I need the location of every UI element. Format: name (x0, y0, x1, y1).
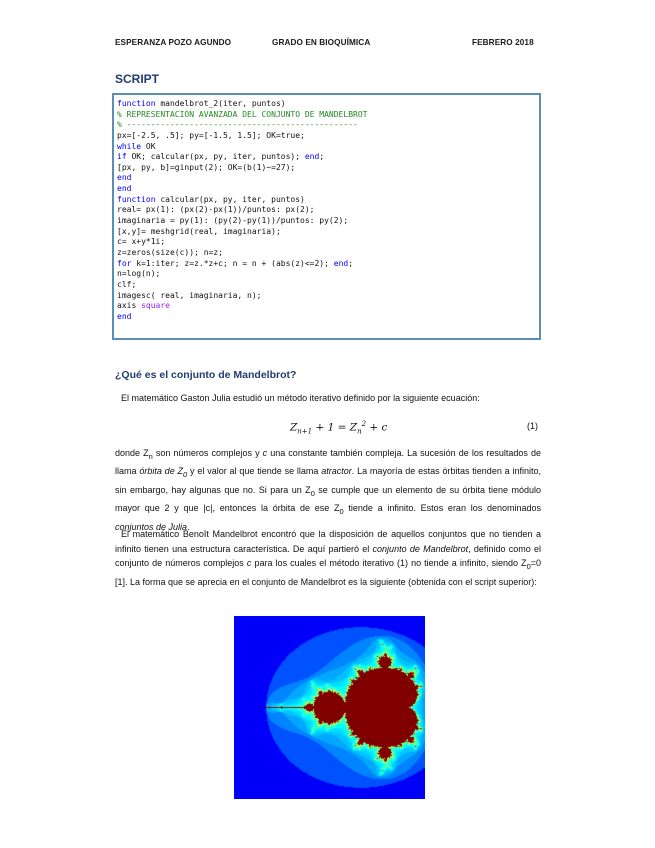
code-line: imagesc( real, imaginaria, n); (117, 290, 262, 300)
paragraph-julia: donde $Z_n$ son números complejos y c una constante también compleja. La sucesión de los resultados de llama órbita de $Z_0$ y el valor al que tiende se llama atractor. La mayoría de estas órbitas tienden a infinito, sin embargo, hay algunas que no. Si para un $Z_0$ se cumple que un elemento de su órbita tiene módulo mayor que 2 y que |c|, entonces la órbita de ese $Z_0$ tiende a infinito. Estos eran los denominados conjuntos de Julia. (115, 448, 542, 532)
header-degree: GRADO EN BIOQUÍMICA (272, 38, 371, 47)
header-date: FEBRERO 2018 (472, 38, 534, 47)
code-line: c= x+y*1i; (117, 237, 166, 247)
code-line: end (117, 311, 132, 321)
equation (0, 420, 655, 438)
code-line: while OK (117, 141, 156, 151)
mandelbrot-set-image (234, 616, 425, 799)
code-line: imaginaria = py(1): (py(2)-py(1))/puntos: py(2); (117, 216, 349, 226)
code-line: clf; (117, 279, 137, 289)
code-line: function mandelbrot_2(iter, puntos) (117, 99, 286, 108)
paragraph-mandelbrot: El matemático Benoît Mandelbrot encontró que la disposición de aquellos conjuntos que no tienden a infinito tienen una estructura característica. De aquí partieró el conjunto de Mandelbrot, definido como el conjunto de números complejos c para los cuales el método iterativo (1) no tiende a infinito, siendo $Z_0=0$ [1]. La forma que se aprecia en el conjunto de Mandelbrot es la siguiente (obtenida con el script superior): (115, 529, 541, 587)
header-author: ESPERANZA POZO AGUNDO (115, 38, 232, 47)
code-line: function calcular(px, py, iter, puntos) (117, 194, 305, 204)
code-line: end (117, 184, 132, 194)
code-line: real= px(1): (px(2)-px(1))/puntos: px(2); (117, 205, 315, 215)
equation-formula: $Z_{n+1} + 1 = Z_n^2 + c$ (290, 420, 388, 436)
code-line: [x,y]= meshgrid(real, imaginaria); (117, 226, 281, 236)
paragraph-intro: El matemático Gaston Julia estudió un método iterativo definido por la siguiente ecuación: (121, 393, 480, 403)
code-block (112, 93, 541, 340)
code-line: px=[-2.5, .5]; py=[-1.5, 1.5]; OK=true; (117, 130, 305, 140)
code-line: % ------------------------------------------------ (117, 120, 358, 130)
code-line: z=zeros(size(c)); n=z; (117, 247, 223, 257)
code-line: % REPRESENTACIÓN AVANZADA DEL CONJUNTO DE MANDELBROT (117, 109, 368, 119)
code-line: axis square (117, 301, 170, 311)
script-section-title: SCRIPT (115, 72, 160, 86)
code-line: [px, py, b]=ginput(2); OK=(b(1)~=27); (117, 162, 296, 172)
code-line: end (117, 173, 132, 183)
code-line: for k=1:iter; z=z.*z+c; n = n + (abs(z)<=2); end; (117, 258, 354, 268)
code-line: if OK; calcular(px, py, iter, puntos); end; (117, 152, 325, 162)
code-line: n=log(n); (117, 269, 161, 279)
equation-number: (1) (527, 421, 538, 431)
mandelbrot-section-title: ¿Qué es el conjunto de Mandelbrot? (115, 369, 297, 381)
